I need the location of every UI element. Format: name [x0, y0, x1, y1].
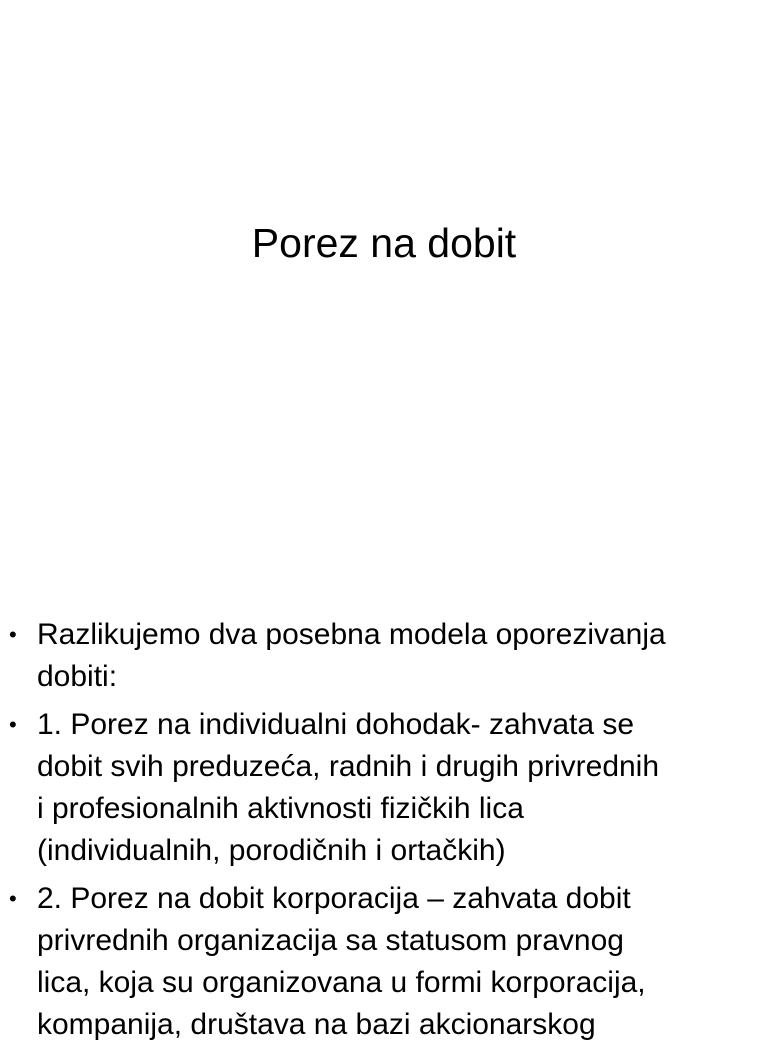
bullet-marker: •	[9, 712, 17, 737]
bullet-marker: •	[9, 622, 17, 647]
bullet-item	[0, 614, 768, 698]
bullet-item	[0, 878, 768, 1046]
bullet-item	[0, 704, 768, 872]
bullet-list	[0, 614, 768, 1052]
bullet-text: Razlikujemo dva posebna modela oporezivanja dobiti:	[37, 618, 666, 693]
bullet-marker: •	[9, 886, 17, 911]
bullet-text: 1. Porez na individualni dohodak- zahvata se dobit svih preduzeća, radnih i drugih privrednih i profesionalnih aktivnosti fizičkih lica (individualnih, porodičnih i ortačkih)	[37, 708, 660, 867]
bullet-text: 2. Porez na dobit korporacija – zahvata dobit privrednih organizacija sa statusom pravnog lica, koja su organizovana u formi korporacija, kompanija, društava na bazi akcionarskog	[37, 882, 646, 1041]
slide-title: Porez na dobit	[251, 220, 517, 266]
